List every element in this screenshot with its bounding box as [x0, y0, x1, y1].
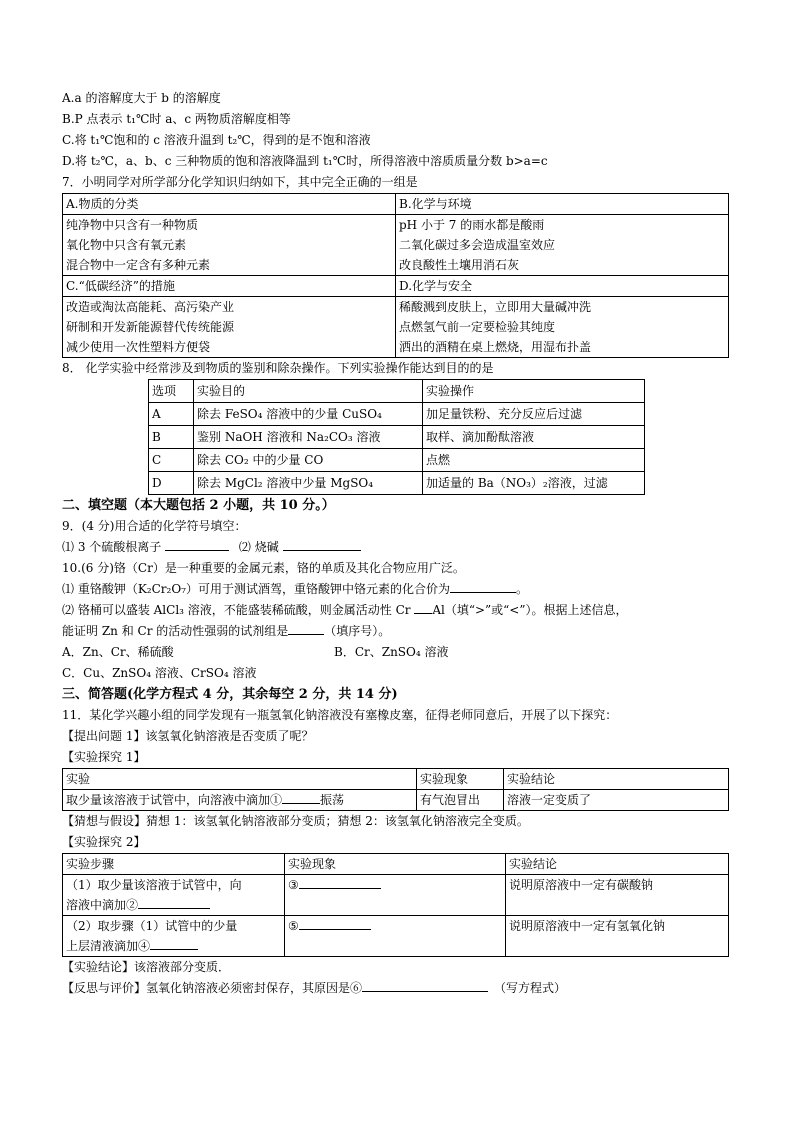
q11-t1-header-row — [63, 769, 729, 790]
q7-a-line: 氧化物中只含有氧元素 — [66, 238, 187, 252]
q11-conclusion: 【实验结论】该溶液部分变质． — [62, 960, 231, 974]
q10-part1 — [62, 579, 732, 600]
q6-option-c: C.将 t₁℃饱和的 c 溶液升温到 t₂℃，得到的是不饱和溶液 — [62, 133, 371, 147]
q7-d-title: D.化学与安全 — [396, 276, 729, 297]
q11-t2-r2-step-line2: 上层清液滴加④ — [66, 939, 151, 953]
q8-cell: 鉴别 NaOH 溶液和 Na₂CO₃ 溶液 — [194, 426, 423, 449]
q7-d-line: 洒出的酒精在桌上燃烧，用湿布扑盖 — [399, 340, 592, 354]
q11-t2-r2-step-line1: （2）取步骤（1）试管中的少量 — [66, 919, 238, 933]
q7-b-title: B.化学与环境 — [396, 194, 729, 215]
q11-t1-exp-cell — [63, 790, 417, 811]
q7-c-title: C.“低碳经济”的措施 — [63, 276, 396, 297]
q8-cell: 点燃 — [423, 449, 645, 472]
q11-t1-row — [63, 790, 729, 811]
q11-hypothesis: 【猜想与假设】猜想 1：该氢氧化钠溶液部分变质；猜想 2：该氢氧化钠溶液完全变质。 — [62, 814, 529, 828]
q8-row — [149, 449, 645, 472]
q8-header-operation: 实验操作 — [423, 380, 645, 403]
q8-cell: C — [149, 449, 194, 472]
q10-option-b: B．Cr、ZnSO₄ 溶液 — [334, 645, 449, 659]
q11-t1-phen-cell: 有气泡冒出 — [417, 790, 504, 811]
q10-part2-text: ⑵ 铬桶可以盛装 AlCl₃ 溶液，不能盛装稀硫酸，则金属活动性 Cr — [62, 603, 411, 617]
q10-option-a: A．Zn、Cr、稀硫酸 — [62, 645, 174, 659]
q11-t2-r1-concl: 说明原溶液中一定有碳酸钠 — [506, 875, 729, 916]
q9-blank-a[interactable] — [165, 537, 229, 551]
exam-page — [62, 88, 732, 999]
q10-blank-reagent[interactable] — [288, 621, 324, 635]
q11-t2-header-concl: 实验结论 — [506, 854, 729, 875]
q11-t2-r1-step-line1: （1）取少量该溶液于试管中，向 — [66, 878, 242, 892]
q7-c-line: 研制和开发新能源替代传统能源 — [66, 320, 235, 334]
q10-part3-end: （填序号）。 — [324, 624, 391, 638]
q11-t1-header-phen: 实验现象 — [417, 769, 504, 790]
q11-t1-header-exp: 实验 — [63, 769, 417, 790]
q11-blank-4[interactable] — [150, 936, 198, 950]
q8-header-purpose: 实验目的 — [194, 380, 423, 403]
q11-question-1: 【提出问题 1】该氢氧化钠溶液是否变质了呢？ — [62, 729, 314, 743]
q11-t2-r2-step — [63, 916, 285, 957]
q8-cell: 除去 MgCl₂ 溶液中少量 MgSO₄ — [194, 472, 423, 495]
q7-b-line: 二氧化碳过多会造成温室效应 — [399, 238, 556, 252]
q8-cell: D — [149, 472, 194, 495]
q7-d-content — [396, 297, 729, 358]
q11-explore-1-title: 【实验探究 1】 — [62, 750, 146, 764]
q8-header-row — [149, 380, 645, 403]
q7-a-line: 纯净物中只含有一种物质 — [66, 218, 199, 232]
q11-reflection-text: 【反思与评价】氢氧化钠溶液必须密封保存，其原因是⑥ — [62, 981, 363, 995]
q8-header-option: 选项 — [149, 380, 194, 403]
q10-options-ab — [62, 642, 732, 663]
q9-item-a: ⑴ 3 个硫酸根离子 — [62, 540, 162, 554]
q11-t1-exp-text: 取少量该溶液于试管中，向溶液中滴加① — [66, 793, 283, 807]
q6-option-a: A.a 的溶解度大于 b 的溶解度 — [62, 91, 221, 105]
q8-row — [149, 403, 645, 426]
q11-t2-r2-concl: 说明原溶液中一定有氢氧化钠 — [506, 916, 729, 957]
q10-part1-text: ⑴ 重铬酸钾（K₂Cr₂O₇）可用于测试酒驾，重铬酸钾中铬元素的化合价为 — [62, 582, 450, 596]
q7-table — [62, 193, 729, 358]
q11-table-1 — [62, 768, 729, 811]
q10-blank-activity[interactable] — [414, 600, 432, 614]
q11-blank-1[interactable] — [282, 790, 320, 804]
q11-t2-r1-step — [63, 875, 285, 916]
q11-blank-5[interactable] — [299, 916, 371, 930]
q11-blank-2[interactable] — [138, 895, 210, 909]
q11-explore-2-title: 【实验探究 2】 — [62, 835, 146, 849]
q8-table — [148, 379, 645, 495]
q11-t2-header-step: 实验步骤 — [63, 854, 285, 875]
q7-c-line: 减少使用一次性塑料方便袋 — [66, 340, 211, 354]
q7-stem: 7．小明同学对所学部分化学知识归纳如下，其中完全正确的一组是 — [62, 175, 418, 189]
q6-option-b: B.P 点表示 t₁℃时 a、c 两物质溶解度相等 — [62, 112, 291, 126]
section-2-title: 二、填空题（本大题包括 2 小题，共 10 分。） — [62, 498, 335, 513]
q7-a-content — [63, 215, 396, 276]
q7-b-line: 改良酸性土壤用消石灰 — [399, 258, 520, 272]
q7-c-line: 改造或淘汰高能耗、高污染产业 — [66, 300, 235, 314]
q8-cell: 加适量的 Ba（NO₃）₂溶液，过滤 — [423, 472, 645, 495]
q11-t2-header-row — [63, 854, 729, 875]
q6-options — [62, 88, 732, 172]
q6-option-d: D.将 t₂℃，a、b、c 三种物质的饱和溶液降温到 t₁℃时，所得溶液中溶质质量分数 b>a=c — [62, 154, 548, 168]
q9-items — [62, 537, 732, 558]
q11-blank-6[interactable] — [362, 978, 488, 992]
q7-a-title: A.物质的分类 — [63, 194, 396, 215]
q8-row — [149, 472, 645, 495]
q11-blank-3[interactable] — [299, 875, 381, 889]
q7-b-line: pH 小于 7 的雨水都是酸雨 — [399, 218, 545, 232]
q8-cell: 取样、滴加酚酞溶液 — [423, 426, 645, 449]
q9-stem: 9．(4 分)用合适的化学符号填空： — [62, 519, 247, 533]
q11-t2-r1-phen — [285, 875, 506, 916]
q11-stem: 11．某化学兴趣小组的同学发现有一瓶氢氧化钠溶液没有塞橡皮塞，征得老师同意后，开展了以下探究： — [62, 708, 618, 722]
q11-t2-r1-phen-mark: ③ — [288, 878, 299, 892]
q10-blank-valence[interactable] — [450, 579, 516, 593]
q11-t2-row — [63, 875, 729, 916]
q11-t2-r2-phen-mark: ⑤ — [288, 919, 299, 933]
q11-table-2 — [62, 853, 729, 957]
q10-part2-text-b: Al（填“>”或“<”）。根据上述信息， — [432, 603, 628, 617]
q11-t2-header-phen: 实验现象 — [285, 854, 506, 875]
q8-cell: B — [149, 426, 194, 449]
q11-t1-exp-text-end: 振荡 — [320, 793, 345, 807]
q7-b-content — [396, 215, 729, 276]
q11-t2-row — [63, 916, 729, 957]
q7-a-line: 混合物中一定含有多种元素 — [66, 258, 211, 272]
q11-t1-concl-cell: 溶液一定变质了 — [504, 790, 729, 811]
q10-part3 — [62, 621, 732, 642]
q10-option-c: C．Cu、ZnSO₄ 溶液、CrSO₄ 溶液 — [62, 666, 257, 680]
q11-reflection — [62, 978, 732, 999]
q8-row — [149, 426, 645, 449]
q7-d-line: 稀酸溅到皮肤上，立即用大量碱冲洗 — [399, 300, 592, 314]
q10-stem: 10.(6 分)铬（Cr）是一种重要的金属元素，铬的单质及其化合物应用广泛。 — [62, 561, 465, 575]
q8-stem: 8． 化学实验中经常涉及到物质的鉴别和除杂操作。下列实验操作能达到目的的是 — [62, 361, 494, 375]
q7-d-line: 点燃氢气前一定要检验其纯度 — [399, 320, 556, 334]
q10-part1-end: 。 — [515, 582, 528, 596]
q8-cell: 除去 FeSO₄ 溶液中的少量 CuSO₄ — [194, 403, 423, 426]
q7-c-content — [63, 297, 396, 358]
q10-part2 — [62, 600, 732, 621]
q8-cell: 除去 CO₂ 中的少量 CO — [194, 449, 423, 472]
q11-t2-r2-phen — [285, 916, 506, 957]
q8-cell: 加足量铁粉、充分反应后过滤 — [423, 403, 645, 426]
q10-part3-text: 能证明 Zn 和 Cr 的活动性强弱的试剂组是 — [62, 624, 289, 638]
q11-t2-r1-step-line2: 溶液中滴加② — [66, 898, 139, 912]
q8-cell: A — [149, 403, 194, 426]
q11-t1-header-concl: 实验结论 — [504, 769, 729, 790]
section-3-title: 三、简答题(化学方程式 4 分，其余每空 2 分，共 14 分) — [62, 687, 398, 702]
q11-reflection-end: （写方程式） — [494, 981, 567, 995]
q9-item-b: ⑵ 烧碱 — [238, 540, 279, 554]
q9-blank-b[interactable] — [283, 537, 361, 551]
